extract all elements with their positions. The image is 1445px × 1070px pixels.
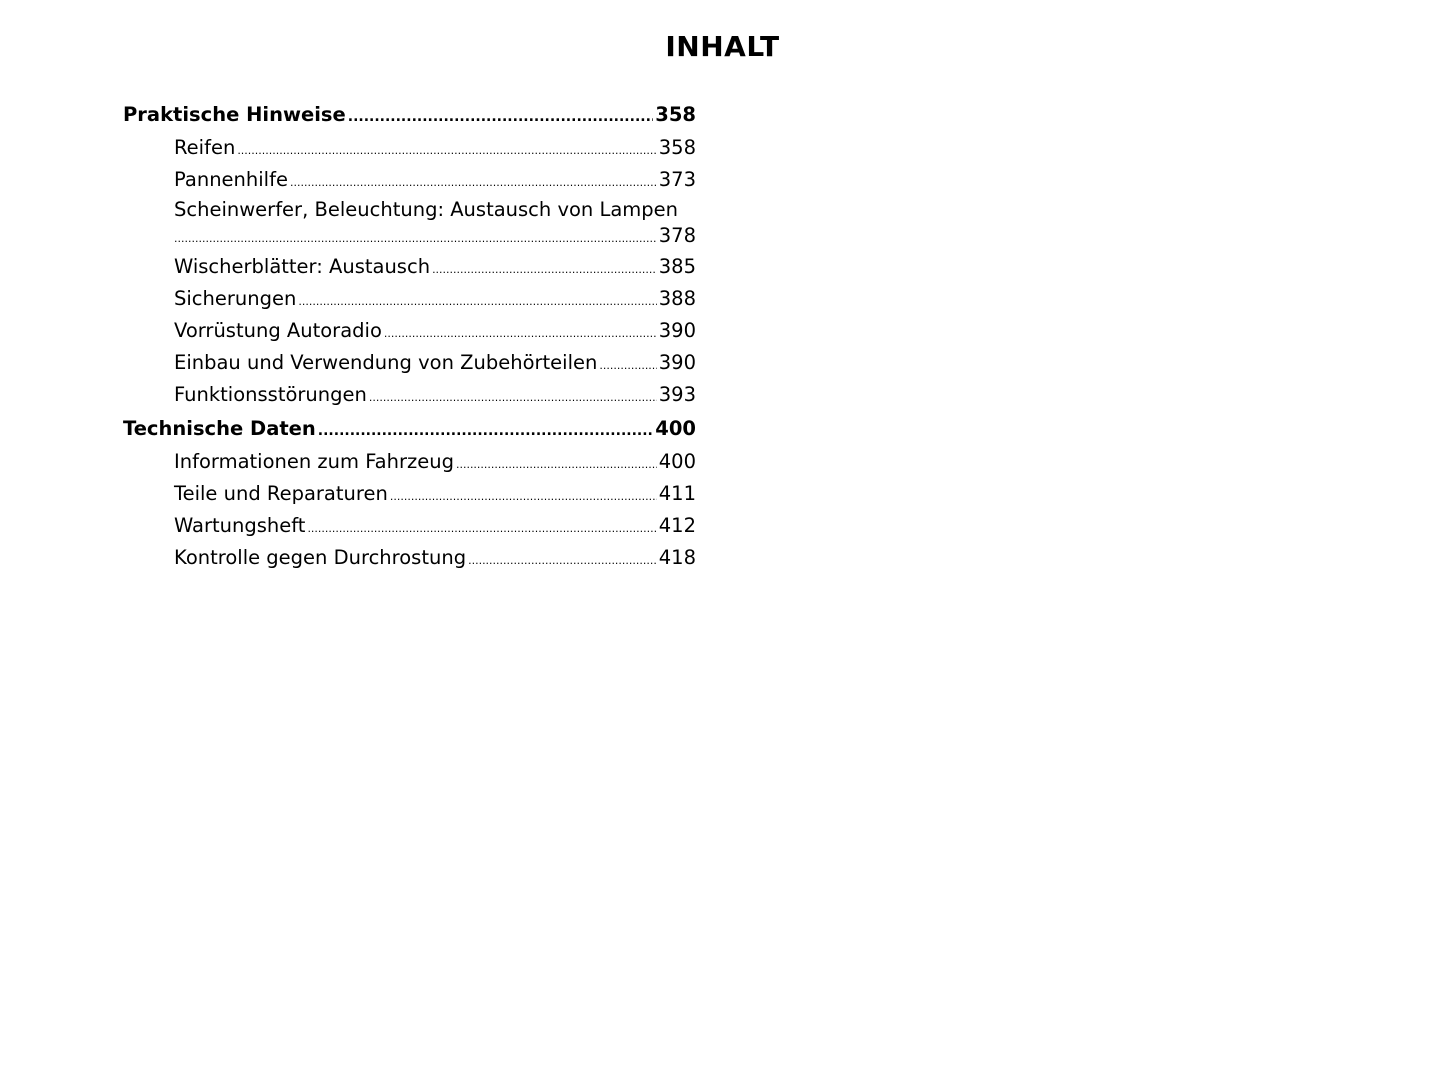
toc-leader-dots <box>174 226 657 252</box>
toc-leader-dots <box>468 546 657 575</box>
toc-page-number: 388 <box>658 287 696 310</box>
toc-item-kontrolle-durchrostung[interactable] <box>123 543 696 575</box>
toc-item-einbau-zubehoerteile[interactable] <box>123 348 696 380</box>
toc-leader-dots <box>290 168 657 197</box>
toc-page-number: 390 <box>658 351 696 374</box>
toc-leader-dots <box>456 450 657 479</box>
toc-leader-dots <box>390 482 657 511</box>
toc-item-vorruestung-autoradio[interactable] <box>123 316 696 348</box>
toc-item-title: Wischerblätter: Austausch <box>174 255 431 278</box>
toc-item-title: Vorrüstung Autoradio <box>174 319 382 342</box>
toc-section-title: Technische Daten <box>123 417 316 440</box>
toc-item-title: Teile und Reparaturen <box>174 482 388 505</box>
toc-item-informationen-fahrzeug[interactable] <box>123 447 696 479</box>
toc-leader-dots <box>369 383 657 412</box>
toc-page-number: 393 <box>658 383 696 406</box>
toc-page-number: 378 <box>658 224 696 247</box>
toc-page-number: 385 <box>658 255 696 278</box>
toc-leader-dots <box>318 417 653 446</box>
table-of-contents <box>123 98 696 575</box>
toc-item-title: Kontrolle gegen Durchrostung <box>174 546 467 569</box>
toc-page-number: 358 <box>655 103 696 126</box>
toc-item-funktionsstoerungen[interactable] <box>123 380 696 412</box>
toc-item-title: Funktionsstörungen <box>174 383 367 406</box>
toc-page-number: 400 <box>658 450 696 473</box>
toc-leader-dots <box>307 514 656 543</box>
toc-leader-dots <box>599 351 656 380</box>
page-title: INHALT <box>665 30 780 63</box>
toc-item-wartungsheft[interactable] <box>123 511 696 543</box>
toc-item-wischerblaetter[interactable] <box>123 252 696 284</box>
toc-leader-dots <box>237 136 656 165</box>
toc-page-number: 400 <box>655 417 696 440</box>
toc-item-title: Reifen <box>174 136 236 159</box>
toc-page-number: 412 <box>658 514 696 537</box>
toc-item-title: Sicherungen <box>174 287 297 310</box>
toc-section-praktische-hinweise[interactable] <box>123 100 696 132</box>
toc-item-title: Wartungsheft <box>174 514 306 537</box>
toc-item-title: Einbau und Verwendung von Zubehörteilen <box>174 351 598 374</box>
toc-page-number: 373 <box>658 168 696 191</box>
toc-item-reifen[interactable] <box>123 133 696 165</box>
toc-leader-dots <box>432 255 657 284</box>
toc-item-teile-reparaturen[interactable] <box>123 479 696 511</box>
toc-page-number: 390 <box>658 319 696 342</box>
toc-page-number: 418 <box>658 546 696 569</box>
toc-section-technische-daten[interactable] <box>123 414 696 446</box>
toc-leader-dots <box>348 103 654 132</box>
toc-item-pannenhilfe[interactable] <box>123 165 696 197</box>
toc-item-sicherungen[interactable] <box>123 284 696 316</box>
toc-leader-dots <box>298 287 656 316</box>
toc-item-scheinwerfer[interactable] <box>123 197 696 252</box>
toc-item-title: Pannenhilfe <box>174 168 288 191</box>
toc-page-number: 358 <box>658 136 696 159</box>
toc-item-title: Informationen zum Fahrzeug <box>174 450 454 473</box>
toc-leader-dots <box>384 319 657 348</box>
toc-section-title: Praktische Hinweise <box>123 103 346 126</box>
toc-page-number: 411 <box>658 482 696 505</box>
toc-item-title: Scheinwerfer, Beleuchtung: Austausch von Lampen <box>174 198 679 221</box>
